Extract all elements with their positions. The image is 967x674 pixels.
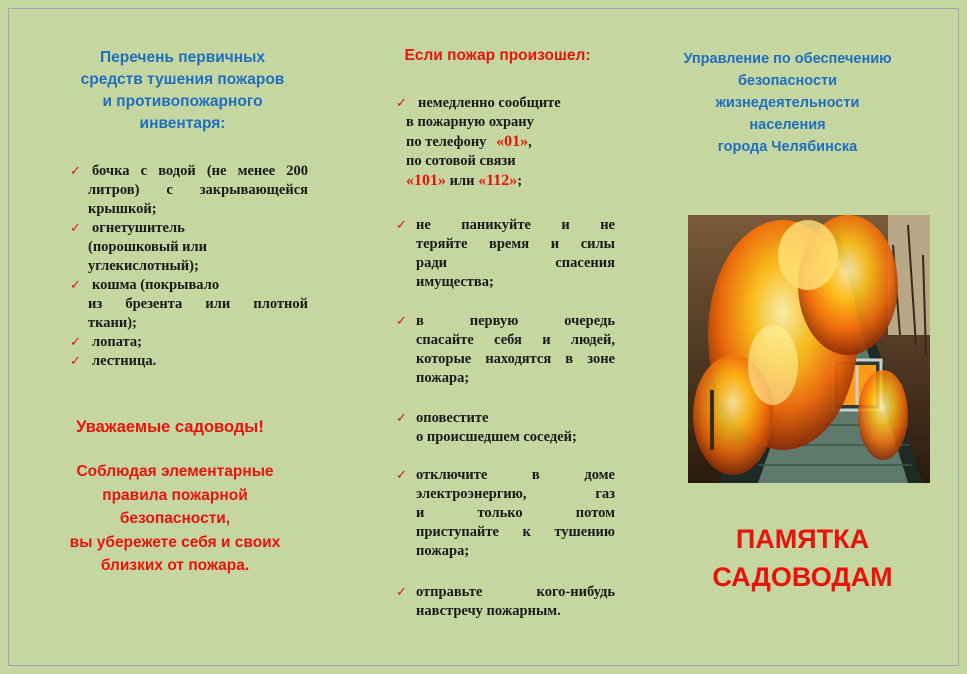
item-line	[406, 132, 615, 152]
check-icon: ✓	[396, 96, 407, 111]
item-line: о происшедшем соседей;	[416, 429, 577, 445]
title-line: Перечень первичных	[99, 49, 265, 66]
check-icon: ✓	[396, 585, 407, 600]
equipment-list-title	[45, 47, 320, 135]
actions-list	[396, 94, 615, 191]
semicolon: ;	[517, 173, 523, 189]
item-line: лестница.	[92, 353, 157, 369]
item-line: отключите в доме	[416, 467, 615, 483]
list-item	[396, 583, 615, 621]
item-line: по сотовой связи	[406, 153, 516, 169]
check-icon: ✓	[396, 218, 407, 233]
item-line: немедленно сообщите	[418, 95, 561, 111]
actions-list-3	[396, 312, 615, 388]
list-item	[70, 276, 308, 333]
item-line: и только потом	[416, 505, 615, 521]
check-icon: ✓	[70, 164, 81, 179]
item-line: теряйте время и силы	[416, 236, 615, 252]
item-line: лопата;	[92, 334, 142, 350]
item-line: электроэнергию, газ	[416, 486, 615, 502]
item-line: пожара;	[416, 370, 470, 386]
actions-list-6	[396, 583, 615, 621]
title-line: инвентаря:	[139, 115, 226, 132]
item-line	[406, 171, 615, 191]
item-line: литров) с закрывающейся	[88, 182, 308, 198]
greeting-heading: Уважаемые садоводы!	[76, 418, 264, 436]
advice-line: Соблюдая элементарные	[76, 463, 274, 480]
item-line: ткани);	[88, 315, 137, 331]
actions-list-4	[396, 409, 615, 447]
memo-title-line: САДОВОДАМ	[712, 562, 893, 592]
memo-title	[650, 520, 955, 596]
item-line: кошма (покрывало	[92, 277, 220, 293]
list-item	[396, 466, 615, 561]
item-line: (порошковый или	[88, 239, 208, 255]
item-line: имущества;	[416, 274, 494, 290]
item-line: навстречу пожарным.	[416, 603, 561, 619]
organization-name	[650, 48, 925, 158]
list-item	[396, 409, 615, 447]
advice-line: близких от пожара.	[100, 557, 250, 574]
item-line: приступайте к тушению	[416, 524, 615, 540]
fire-happened-title: Если пожар произошел:	[404, 47, 591, 64]
item-line: пожара;	[416, 543, 470, 559]
or-word: или	[449, 173, 475, 189]
item-line: бочка с водой (не менее 200	[92, 163, 308, 179]
advice-line: вы убережете себя и своих	[69, 533, 281, 551]
item-line: крышкой;	[88, 201, 157, 217]
check-icon: ✓	[70, 354, 81, 369]
check-icon: ✓	[396, 468, 407, 483]
item-line: в пожарную охрану	[406, 114, 534, 130]
item-line: оповестите	[416, 410, 489, 426]
list-item	[70, 162, 308, 219]
org-line: Управление по обеспечению	[683, 51, 892, 67]
advice-line: правила пожарной	[102, 486, 248, 504]
phone-112: «112»	[478, 172, 518, 189]
check-icon: ✓	[396, 314, 407, 329]
check-icon: ✓	[70, 335, 81, 350]
list-item	[70, 333, 308, 352]
comma: ,	[528, 134, 532, 150]
left-column	[45, 47, 320, 135]
item-line: углекислотный);	[88, 258, 199, 274]
advice-text	[30, 460, 320, 578]
check-icon: ✓	[70, 221, 81, 236]
item-line: не паникуйте и не	[416, 217, 615, 233]
item-line: из брезента или плотной	[88, 296, 308, 312]
org-line: безопасности	[737, 73, 838, 89]
title-line: и противопожарного	[102, 93, 263, 110]
title-line: средств тушения пожаров	[80, 71, 285, 88]
phone-101: «101»	[406, 172, 446, 189]
list-item	[70, 219, 308, 276]
item-line: в первую очередь	[416, 313, 615, 329]
burning-house-photo	[688, 215, 930, 483]
actions-list-2	[396, 216, 615, 292]
advice-line: безопасности,	[119, 510, 231, 527]
item-line: отправьте кого-нибудь	[416, 584, 615, 600]
list-item	[396, 312, 615, 388]
check-icon: ✓	[396, 411, 407, 426]
item-line: спасайте себя и людей,	[416, 332, 615, 348]
org-line: города Челябинска	[717, 139, 858, 155]
list-item	[396, 94, 615, 191]
memo-title-line: ПАМЯТКА	[735, 524, 870, 554]
item-line: ради спасения	[416, 255, 615, 271]
check-icon: ✓	[70, 278, 81, 293]
actions-list-5	[396, 466, 615, 561]
phone-01: «01»	[496, 133, 529, 150]
burning-house-icon	[688, 215, 930, 483]
org-line: населения	[749, 117, 826, 133]
list-item	[70, 352, 308, 371]
item-line: которые находятся в зоне	[416, 351, 615, 367]
phone-prefix: по телефону	[406, 134, 487, 150]
item-line: огнетушитель	[92, 220, 185, 236]
org-line: жизнедеятельности	[715, 95, 860, 111]
equipment-list	[70, 162, 308, 371]
list-item	[396, 216, 615, 292]
